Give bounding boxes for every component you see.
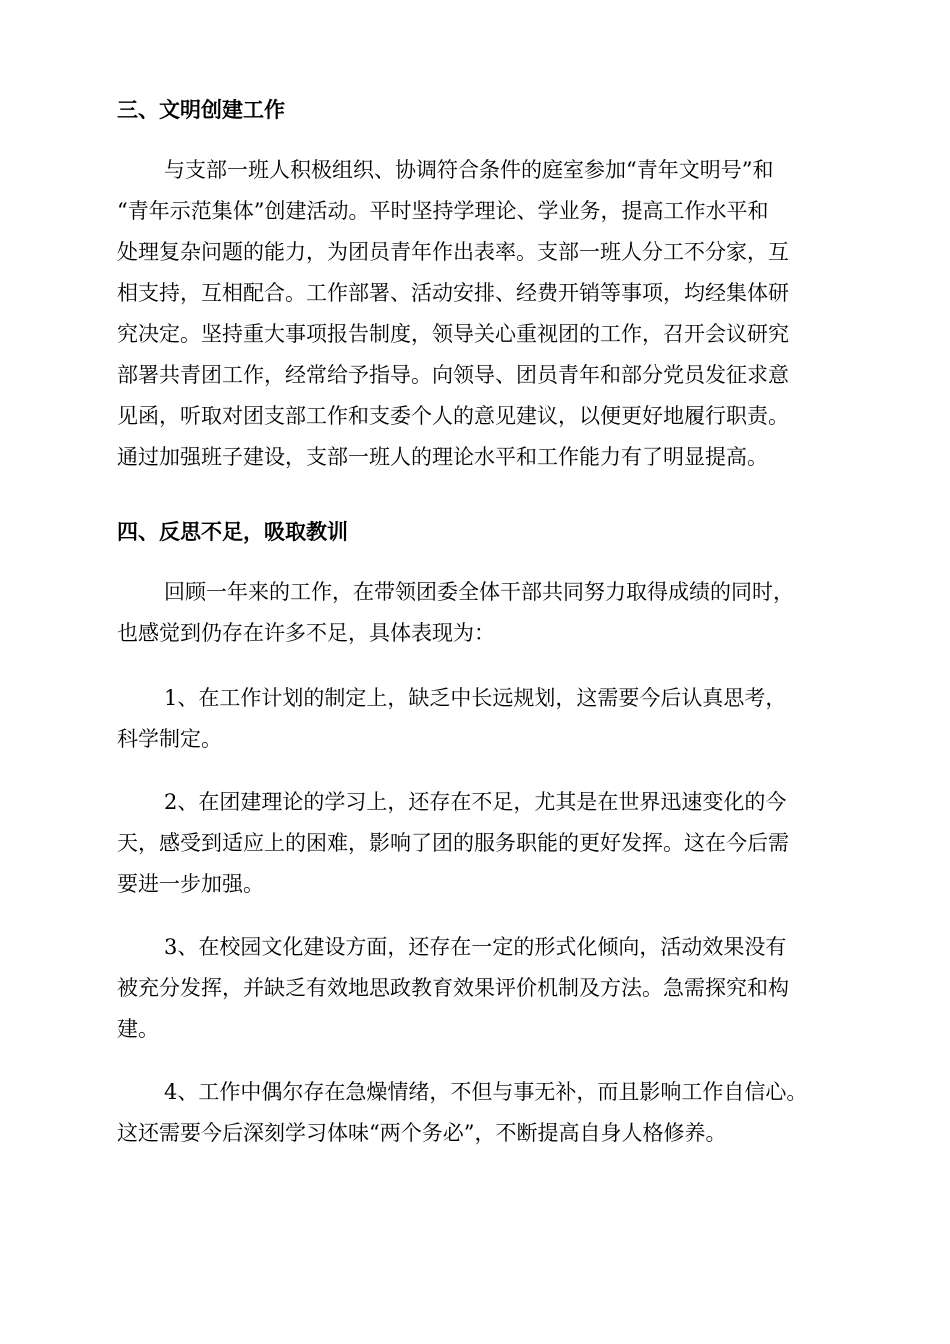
section-heading-3: 三、文明创建工作 (117, 97, 285, 122)
section-heading-4: 四、反思不足，吸取教训 (117, 519, 348, 544)
text-line: 究决定。坚持重大事项报告制度，领导关心重视团的工作，召开会议研究 (117, 322, 789, 346)
text-line: 部署共青团工作，经常给予指导。向领导、团员青年和部分党员发征求意 (117, 363, 789, 387)
text-line: 建。 (117, 1017, 159, 1041)
text-line: 天，感受到适应上的困难，影响了团的服务职能的更好发挥。这在今后需 (117, 831, 789, 855)
text-line: 2、在团建理论的学习上，还存在不足，尤其是在世界迅速变化的今 (164, 790, 787, 814)
text-line: 3、在校园文化建设方面，还存在一定的形式化倾向，活动效果没有 (164, 935, 787, 959)
text-line: 回顾一年来的工作，在带领团委全体干部共同努力取得成绩的同时， (164, 580, 794, 604)
text-line: 与支部一班人积极组织、协调符合条件的庭室参加“青年文明号”和 (164, 158, 774, 182)
text-line: 这还需要今后深刻学习体味“两个务必”，不断提高自身人格修养。 (117, 1121, 727, 1145)
text-line: 科学制定。 (117, 727, 222, 751)
text-line: 被充分发挥，并缺乏有效地思政教育效果评价机制及方法。急需探究和构 (117, 976, 789, 1000)
text-line: 处理复杂问题的能力，为团员青年作出表率。支部一班人分工不分家，互 (117, 240, 789, 264)
paragraph-review-intro (117, 572, 837, 654)
text-line: 4、工作中偶尔存在急燥情绪，不但与事无补，而且影响工作自信心。 (164, 1080, 808, 1104)
text-line: 通过加强班子建设，支部一班人的理论水平和工作能力有了明显提高。 (117, 445, 768, 469)
text-line: 相支持，互相配合。工作部署、活动安排、经费开销等事项，均经集体研 (117, 281, 789, 305)
text-line: “青年示范集体”创建活动。平时坚持学理论、学业务，提高工作水平和 (117, 199, 769, 223)
text-line: 1、在工作计划的制定上，缺乏中长远规划，这需要今后认真思考， (164, 686, 787, 710)
text-line: 也感觉到仍存在许多不足，具体表现为： (117, 621, 495, 645)
paragraph-item-2 (117, 782, 837, 905)
paragraph-item-1 (117, 678, 837, 760)
paragraph-item-4 (117, 1072, 837, 1154)
paragraph-civilization-work (117, 150, 837, 478)
text-line: 要进一步加强。 (117, 872, 264, 896)
text-line: 见函，听取对团支部工作和支委个人的意见建议，以便更好地履行职责。 (117, 404, 789, 428)
paragraph-item-3 (117, 927, 837, 1050)
